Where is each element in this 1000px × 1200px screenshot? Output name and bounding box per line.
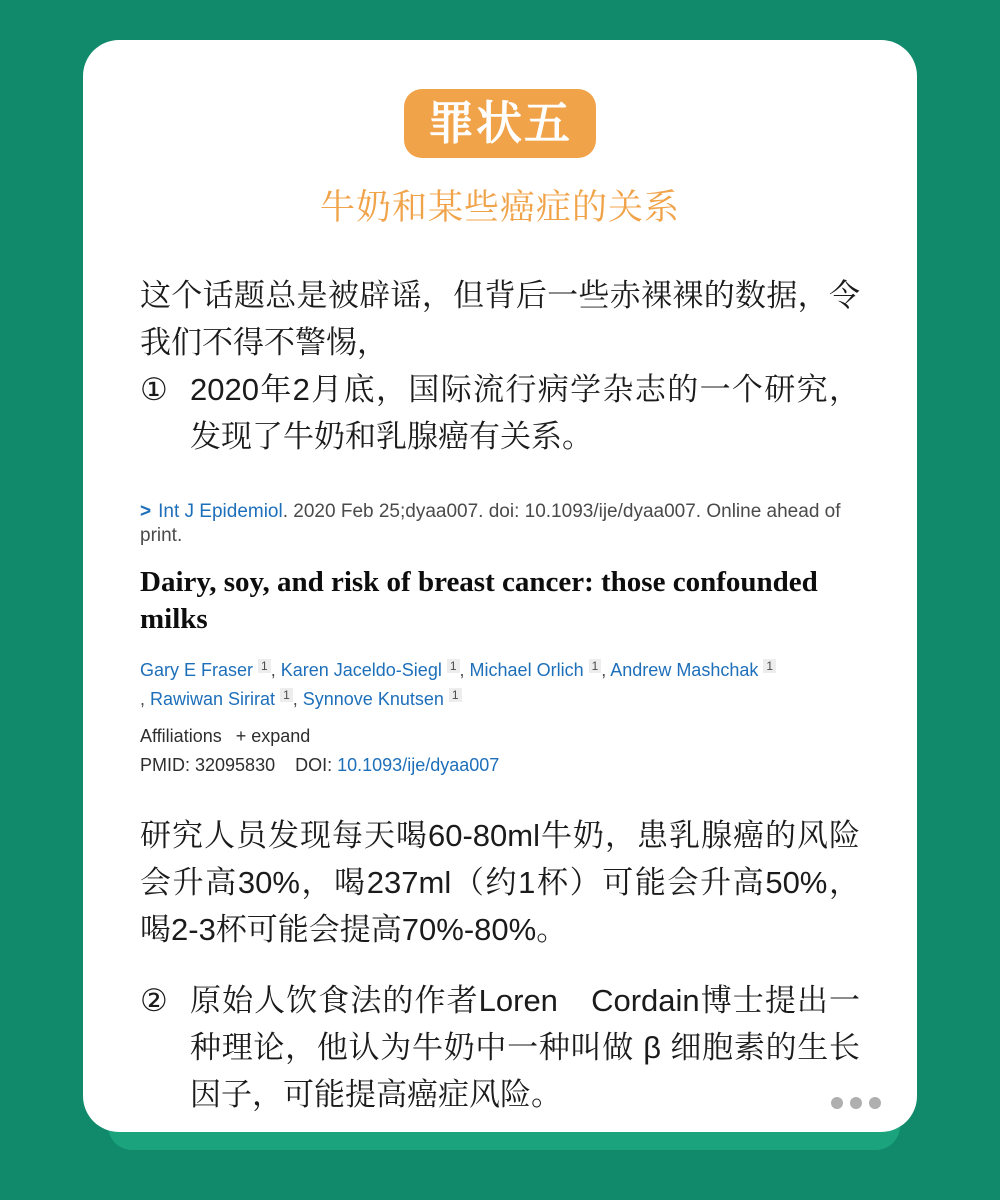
- more-options-button[interactable]: [831, 1097, 881, 1109]
- numbered-point-2: [140, 977, 860, 1118]
- numbered-point-1: [140, 366, 860, 460]
- pmid-value: PMID: 32095830: [140, 755, 276, 775]
- doi-label: DOI:: [295, 755, 333, 775]
- intro-block: [140, 272, 860, 460]
- badge-row: [83, 89, 917, 158]
- journal-link[interactable]: Int J Epidemiol: [158, 501, 283, 522]
- ellipsis-dot: [831, 1097, 843, 1109]
- affiliations-row: [140, 726, 860, 747]
- point-2-text: 原始人饮食法的作者Loren Cordain博士提出一种理论，他认为牛奶中一种叫做 β 细胞素的生长因子，可能提高癌症风险。: [190, 983, 860, 1112]
- section-subtitle: 牛奶和某些癌症的关系: [319, 188, 680, 227]
- ellipsis-dot: [850, 1097, 862, 1109]
- author-link[interactable]: , Michael Orlich 1: [460, 660, 602, 680]
- intro-lead-text: 这个话题总是被辟谣，但背后一些赤裸裸的数据，令我们不得不警惕，: [140, 278, 860, 360]
- affiliations-label: Affiliations: [140, 726, 222, 746]
- author-link[interactable]: , Rawiwan Sirirat 1: [140, 689, 293, 709]
- chevron-right-icon: >: [140, 501, 152, 522]
- citation-line: [140, 500, 860, 548]
- point-1-text: 2020年2月底，国际流行病学杂志的一个研究，发现了牛奶和乳腺癌有关系。: [190, 372, 860, 454]
- findings-paragraph: 研究人员发现每天喝60-80ml牛奶，患乳腺癌的风险会升高30%，喝237ml（约1杯）可能会升高50%，喝2-3杯可能会提高70%-80%。: [140, 818, 860, 947]
- circled-two-marker: ②: [140, 983, 168, 1018]
- author-link[interactable]: , Andrew Mashchak 1: [601, 660, 776, 680]
- expand-affiliations-button[interactable]: + expand: [235, 726, 311, 746]
- pubmed-citation-card: [140, 500, 860, 776]
- authors-list: [140, 656, 860, 714]
- section-badge: 罪状五: [404, 89, 596, 158]
- author-link[interactable]: Gary E Fraser 1: [140, 660, 271, 680]
- author-link[interactable]: , Karen Jaceldo-Siegl 1: [271, 660, 460, 680]
- ellipsis-dot: [869, 1097, 881, 1109]
- identifiers-row: [140, 755, 860, 776]
- doi-link[interactable]: 10.1093/ije/dyaa007: [337, 755, 500, 775]
- article-title: Dairy, soy, and risk of breast cancer: those confounded milks: [140, 566, 818, 635]
- citation-details: . 2020 Feb 25;dyaa007. doi: 10.1093/ije/dyaa007. Online ahead of print.: [140, 501, 841, 546]
- circled-one-marker: ①: [140, 372, 168, 407]
- author-link[interactable]: , Synnove Knutsen 1: [293, 689, 462, 709]
- content-card: [83, 40, 917, 1132]
